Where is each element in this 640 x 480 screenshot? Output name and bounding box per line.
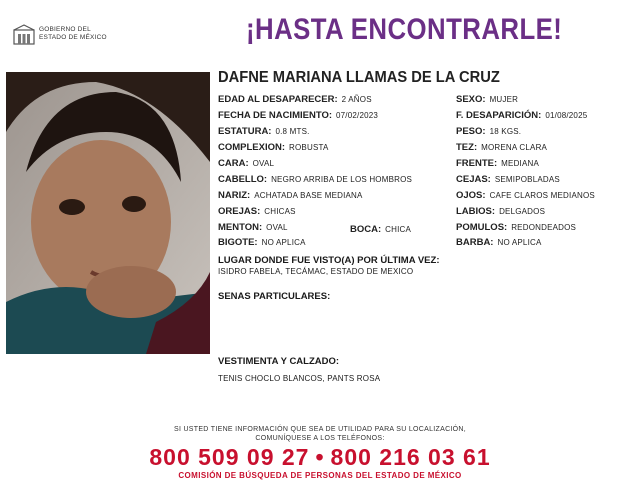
headline: ¡HASTA ENCONTRARLE! xyxy=(246,13,563,46)
field-label: EDAD AL DESAPARECER: xyxy=(218,94,338,105)
field-label: COMPLEXION: xyxy=(218,142,286,153)
last-seen-label: LUGAR DONDE FUE VISTO(A) POR ÚLTIMA VEZ: xyxy=(218,255,440,266)
field-value: 18 KGS. xyxy=(489,127,522,136)
field-edad xyxy=(218,94,372,105)
coat-of-arms-icon xyxy=(12,24,36,46)
field-menton xyxy=(218,222,288,233)
field-label: PESO: xyxy=(456,126,486,137)
clothing-label: VESTIMENTA Y CALZADO: xyxy=(218,356,340,367)
clothing-value: TENIS CHOCLO BLANCOS, PANTS ROSA xyxy=(218,374,381,383)
field-boca xyxy=(350,224,411,235)
field-labios xyxy=(456,206,545,217)
field-label: FRENTE: xyxy=(456,158,498,169)
field-bigote xyxy=(218,237,306,248)
field-value: NEGRO ARRIBA DE LOS HOMBROS xyxy=(271,175,413,184)
field-fecha-desaparicion xyxy=(456,110,587,121)
field-label: ESTATURA: xyxy=(218,126,272,137)
field-value: ROBUSTA xyxy=(289,143,329,152)
phone-numbers xyxy=(0,444,640,471)
footer-contact-line: COMUNÍQUESE A LOS TELÉFONOS: xyxy=(255,435,385,442)
field-label: F. DESAPARICIÓN: xyxy=(456,110,542,121)
field-nariz xyxy=(218,190,363,201)
field-value: CHICAS xyxy=(264,207,296,216)
logo-line1: GOBIERNO DEL xyxy=(39,26,91,33)
missing-person-photo xyxy=(6,72,210,354)
field-value: NO APLICA xyxy=(497,238,542,247)
field-sexo xyxy=(456,94,518,105)
field-label: MENTON: xyxy=(218,222,263,233)
field-value: OVAL xyxy=(252,159,275,168)
field-value: CHICA xyxy=(385,225,412,234)
field-label: FECHA DE NACIMIENTO: xyxy=(218,110,332,121)
field-label: SEXO: xyxy=(456,94,486,105)
field-value: SEMIPOBLADAS xyxy=(494,175,560,184)
state-government-logo xyxy=(12,24,118,46)
field-tez xyxy=(456,142,547,153)
phone-number-1[interactable]: 800 509 09 27 xyxy=(149,444,310,470)
field-value: MORENA CLARA xyxy=(481,143,548,152)
field-value: 01/08/2025 xyxy=(545,111,588,120)
field-label: CARA: xyxy=(218,158,249,169)
field-label: BOCA: xyxy=(350,224,382,235)
field-value: OVAL xyxy=(266,223,288,232)
field-barba xyxy=(456,237,542,248)
phone-number-2[interactable]: 800 216 03 61 xyxy=(330,444,491,470)
field-label: NARIZ: xyxy=(218,190,251,201)
field-label: CEJAS: xyxy=(456,174,491,185)
field-label: BIGOTE: xyxy=(218,237,258,248)
logo-line2: ESTADO DE MÉXICO xyxy=(39,34,107,41)
person-name: DAFNE MARIANA LLAMAS DE LA CRUZ xyxy=(218,69,500,86)
agency-name: COMISIÓN DE BÚSQUEDA DE PERSONAS DEL ESTADO DE MÉXICO xyxy=(178,471,462,480)
field-frente xyxy=(456,158,539,169)
field-value: 0.8 MTS. xyxy=(275,127,310,136)
field-label: LABIOS: xyxy=(456,206,496,217)
field-label: POMULOS: xyxy=(456,222,508,233)
field-complexion xyxy=(218,142,329,153)
field-value: MEDIANA xyxy=(501,159,540,168)
last-seen-value: ISIDRO FABELA, TECÁMAC, ESTADO DE MEXICO xyxy=(218,267,414,276)
particular-signs-label: SENAS PARTICULARES: xyxy=(218,291,331,302)
field-value: CAFE CLAROS MEDIANOS xyxy=(489,191,595,200)
field-estatura xyxy=(218,126,310,137)
field-value: ACHATADA BASE MEDIANA xyxy=(254,191,363,200)
field-value: DELGADOS xyxy=(499,207,546,216)
field-label: CABELLO: xyxy=(218,174,268,185)
field-cejas xyxy=(456,174,560,185)
field-cabello xyxy=(218,174,412,185)
field-label: TEZ: xyxy=(456,142,478,153)
field-fecha-nacimiento xyxy=(218,110,378,121)
field-ojos xyxy=(456,190,595,201)
phone-separator: • xyxy=(315,444,325,470)
footer-info-line: SI USTED TIENE INFORMACIÓN QUE SEA DE UTILIDAD PARA SU LOCALIZACIÓN, xyxy=(173,426,467,433)
field-label: OREJAS: xyxy=(218,206,261,217)
field-cara xyxy=(218,158,274,169)
field-label: BARBA: xyxy=(456,237,494,248)
field-orejas xyxy=(218,206,296,217)
field-value: NO APLICA xyxy=(261,238,306,247)
field-value: REDONDEADOS xyxy=(511,223,577,232)
field-peso xyxy=(456,126,521,137)
field-value: 07/02/2023 xyxy=(336,111,379,120)
field-label: OJOS: xyxy=(456,190,486,201)
field-value: 2 AÑOS xyxy=(341,95,372,104)
field-pomulos xyxy=(456,222,576,233)
field-value: MUJER xyxy=(489,95,519,104)
